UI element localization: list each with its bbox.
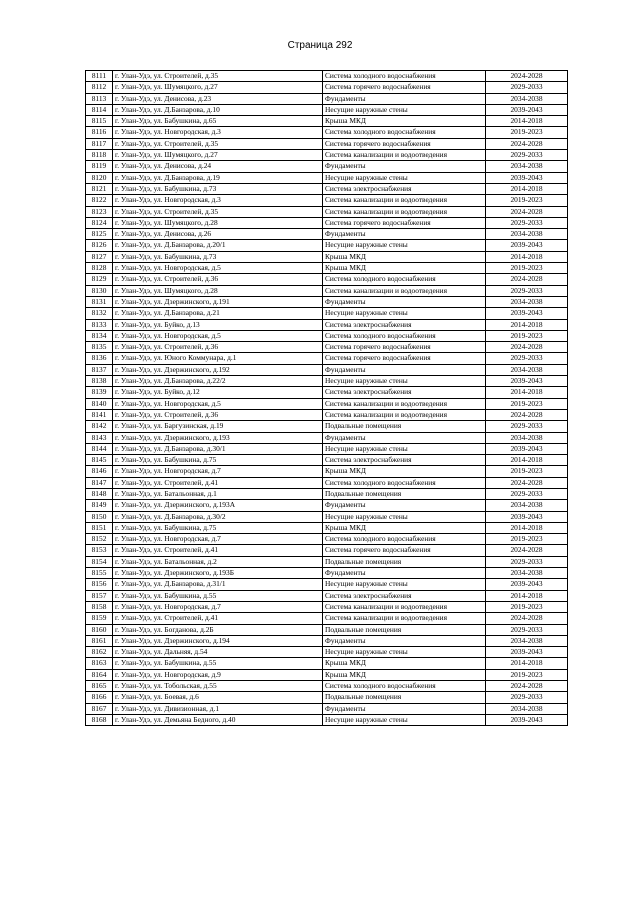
row-number: 8120 (86, 172, 113, 183)
system-cell: Крыша МКД (323, 522, 486, 533)
row-number: 8135 (86, 342, 113, 353)
period-cell: 2039-2043 (486, 308, 568, 319)
row-number: 8126 (86, 240, 113, 251)
address-cell: г. Улан-Удэ, ул. Демьяна Бедного, д.40 (113, 714, 323, 725)
table-row (86, 534, 568, 545)
period-cell: 2034-2038 (486, 635, 568, 646)
row-number: 8138 (86, 376, 113, 387)
table-row (86, 387, 568, 398)
address-cell: г. Улан-Удэ, ул. Строителей, д.35 (113, 71, 323, 82)
address-cell: г. Улан-Удэ, ул. Д.Банзарова, д.31/1 (113, 579, 323, 590)
row-number: 8117 (86, 138, 113, 149)
row-number: 8128 (86, 263, 113, 274)
table-row (86, 421, 568, 432)
period-cell: 2024-2028 (486, 545, 568, 556)
row-number: 8151 (86, 522, 113, 533)
address-cell: г. Улан-Удэ, ул. Буйко, д.12 (113, 387, 323, 398)
row-number: 8118 (86, 150, 113, 161)
address-cell: г. Улан-Удэ, ул. Строителей, д.41 (113, 545, 323, 556)
row-number: 8111 (86, 71, 113, 82)
period-cell: 2039-2043 (486, 104, 568, 115)
table-row (86, 398, 568, 409)
period-cell: 2014-2018 (486, 590, 568, 601)
address-cell: г. Улан-Удэ, ул. Тобольская, д.55 (113, 681, 323, 692)
period-cell: 2019-2023 (486, 669, 568, 680)
table-row (86, 590, 568, 601)
table-row (86, 296, 568, 307)
row-number: 8166 (86, 692, 113, 703)
system-cell: Фундаменты (323, 500, 486, 511)
address-cell: г. Улан-Удэ, ул. Д.Банзарова, д.20/1 (113, 240, 323, 251)
period-cell: 2019-2023 (486, 601, 568, 612)
address-cell: г. Улан-Удэ, ул. Новгородская, д.3 (113, 127, 323, 138)
row-number: 8130 (86, 285, 113, 296)
period-cell: 2014-2018 (486, 251, 568, 262)
address-cell: г. Улан-Удэ, ул. Строителей, д.35 (113, 206, 323, 217)
row-number: 8143 (86, 432, 113, 443)
table-row (86, 127, 568, 138)
system-cell: Система горячего водоснабжения (323, 138, 486, 149)
system-cell: Система горячего водоснабжения (323, 545, 486, 556)
table-row (86, 681, 568, 692)
row-number: 8127 (86, 251, 113, 262)
period-cell: 2014-2018 (486, 455, 568, 466)
address-cell: г. Улан-Удэ, ул. Строителей, д.36 (113, 274, 323, 285)
address-cell: г. Улан-Удэ, ул. Строителей, д.41 (113, 613, 323, 624)
system-cell: Система канализации и водоотведения (323, 195, 486, 206)
table-row (86, 624, 568, 635)
system-cell: Подвальные помещения (323, 692, 486, 703)
table-row (86, 229, 568, 240)
address-cell: г. Улан-Удэ, ул. Бабушкина, д.55 (113, 658, 323, 669)
address-cell: г. Улан-Удэ, ул. Дзержинского, д.193 (113, 432, 323, 443)
system-cell: Подвальные помещения (323, 488, 486, 499)
row-number: 8141 (86, 409, 113, 420)
table-row (86, 601, 568, 612)
row-number: 8122 (86, 195, 113, 206)
system-cell: Несущие наружные стены (323, 443, 486, 454)
period-cell: 2014-2018 (486, 522, 568, 533)
row-number: 8142 (86, 421, 113, 432)
table-row (86, 635, 568, 646)
row-number: 8132 (86, 308, 113, 319)
address-cell: г. Улан-Удэ, ул. Д.Банзарова, д.21 (113, 308, 323, 319)
row-number: 8165 (86, 681, 113, 692)
row-number: 8137 (86, 364, 113, 375)
period-cell: 2014-2018 (486, 387, 568, 398)
system-cell: Фундаменты (323, 229, 486, 240)
table-row (86, 274, 568, 285)
period-cell: 2039-2043 (486, 240, 568, 251)
row-number: 8124 (86, 217, 113, 228)
period-cell: 2034-2038 (486, 93, 568, 104)
system-cell: Система канализации и водоотведения (323, 285, 486, 296)
table-row (86, 568, 568, 579)
address-cell: г. Улан-Удэ, ул. Денисова, д.24 (113, 161, 323, 172)
row-number: 8114 (86, 104, 113, 115)
period-cell: 2029-2033 (486, 353, 568, 364)
row-number: 8133 (86, 319, 113, 330)
system-cell: Система канализации и водоотведения (323, 601, 486, 612)
address-cell: г. Улан-Удэ, ул. Шумяцкого, д.27 (113, 82, 323, 93)
period-cell: 2024-2028 (486, 681, 568, 692)
repair-schedule-table (85, 70, 568, 726)
system-cell: Система горячего водоснабжения (323, 217, 486, 228)
table-row (86, 195, 568, 206)
table-row (86, 658, 568, 669)
table-row (86, 263, 568, 274)
period-cell: 2039-2043 (486, 714, 568, 725)
system-cell: Система канализации и водоотведения (323, 150, 486, 161)
system-cell: Несущие наружные стены (323, 376, 486, 387)
address-cell: г. Улан-Удэ, ул. Новгородская, д.5 (113, 263, 323, 274)
address-cell: г. Улан-Удэ, ул. Д.Банзарова, д.30/1 (113, 443, 323, 454)
address-cell: г. Улан-Удэ, ул. Строителей, д.35 (113, 138, 323, 149)
address-cell: г. Улан-Удэ, ул. Строителей, д.36 (113, 342, 323, 353)
row-number: 8140 (86, 398, 113, 409)
period-cell: 2014-2018 (486, 116, 568, 127)
address-cell: г. Улан-Удэ, ул. Новгородская, д.7 (113, 601, 323, 612)
period-cell: 2019-2023 (486, 466, 568, 477)
system-cell: Несущие наружные стены (323, 579, 486, 590)
address-cell: г. Улан-Удэ, ул. Шумяцкого, д.27 (113, 150, 323, 161)
address-cell: г. Улан-Удэ, ул. Бабушкина, д.65 (113, 116, 323, 127)
address-cell: г. Улан-Удэ, ул. Д.Банзарова, д.19 (113, 172, 323, 183)
table-row (86, 183, 568, 194)
table-row (86, 217, 568, 228)
system-cell: Несущие наружные стены (323, 714, 486, 725)
table-row (86, 703, 568, 714)
period-cell: 2029-2033 (486, 488, 568, 499)
row-number: 8159 (86, 613, 113, 624)
address-cell: г. Улан-Удэ, ул. Денисова, д.23 (113, 93, 323, 104)
period-cell: 2019-2023 (486, 398, 568, 409)
system-cell: Система холодного водоснабжения (323, 681, 486, 692)
row-number: 8150 (86, 511, 113, 522)
period-cell: 2039-2043 (486, 647, 568, 658)
period-cell: 2024-2028 (486, 138, 568, 149)
system-cell: Система горячего водоснабжения (323, 342, 486, 353)
period-cell: 2039-2043 (486, 579, 568, 590)
address-cell: г. Улан-Удэ, ул. Строителей, д.36 (113, 409, 323, 420)
period-cell: 2014-2018 (486, 183, 568, 194)
address-cell: г. Улан-Удэ, ул. Дзержинского, д.193А (113, 500, 323, 511)
system-cell: Система электроснабжения (323, 183, 486, 194)
system-cell: Система электроснабжения (323, 590, 486, 601)
period-cell: 2019-2023 (486, 263, 568, 274)
row-number: 8157 (86, 590, 113, 601)
address-cell: г. Улан-Удэ, ул. Новгородская, д.7 (113, 466, 323, 477)
period-cell: 2039-2043 (486, 511, 568, 522)
address-cell: г. Улан-Удэ, ул. Дзержинского, д.191 (113, 296, 323, 307)
period-cell: 2034-2038 (486, 364, 568, 375)
table-row (86, 150, 568, 161)
row-number: 8167 (86, 703, 113, 714)
system-cell: Несущие наружные стены (323, 647, 486, 658)
system-cell: Фундаменты (323, 432, 486, 443)
table-row (86, 285, 568, 296)
system-cell: Подвальные помещения (323, 556, 486, 567)
system-cell: Несущие наружные стены (323, 104, 486, 115)
system-cell: Несущие наружные стены (323, 511, 486, 522)
table-row (86, 138, 568, 149)
row-number: 8144 (86, 443, 113, 454)
table-row (86, 172, 568, 183)
row-number: 8112 (86, 82, 113, 93)
period-cell: 2024-2028 (486, 409, 568, 420)
system-cell: Система холодного водоснабжения (323, 330, 486, 341)
table-row (86, 161, 568, 172)
system-cell: Крыша МКД (323, 263, 486, 274)
system-cell: Система электроснабжения (323, 455, 486, 466)
page-header: Страница 292 (287, 40, 353, 51)
row-number: 8152 (86, 534, 113, 545)
table-row (86, 330, 568, 341)
period-cell: 2039-2043 (486, 443, 568, 454)
address-cell: г. Улан-Удэ, ул. Буйко, д.13 (113, 319, 323, 330)
period-cell: 2024-2028 (486, 342, 568, 353)
address-cell: г. Улан-Удэ, ул. Дзержинского, д.193Б (113, 568, 323, 579)
period-cell: 2024-2028 (486, 71, 568, 82)
table-row (86, 669, 568, 680)
address-cell: г. Улан-Удэ, ул. Денисова, д.26 (113, 229, 323, 240)
address-cell: г. Улан-Удэ, ул. Новгородская, д.5 (113, 330, 323, 341)
row-number: 8139 (86, 387, 113, 398)
system-cell: Система канализации и водоотведения (323, 398, 486, 409)
system-cell: Крыша МКД (323, 658, 486, 669)
address-cell: г. Улан-Удэ, ул. Дзержинского, д.192 (113, 364, 323, 375)
system-cell: Система горячего водоснабжения (323, 82, 486, 93)
system-cell: Система канализации и водоотведения (323, 206, 486, 217)
table-row (86, 443, 568, 454)
table-row (86, 455, 568, 466)
row-number: 8156 (86, 579, 113, 590)
table-row (86, 545, 568, 556)
address-cell: г. Улан-Удэ, ул. Новгородская, д.3 (113, 195, 323, 206)
period-cell: 2034-2038 (486, 161, 568, 172)
system-cell: Фундаменты (323, 703, 486, 714)
row-number: 8155 (86, 568, 113, 579)
period-cell: 2029-2033 (486, 421, 568, 432)
table-row (86, 364, 568, 375)
system-cell: Система горячего водоснабжения (323, 353, 486, 364)
address-cell: г. Улан-Удэ, ул. Баргузинская, д.19 (113, 421, 323, 432)
system-cell: Крыша МКД (323, 251, 486, 262)
address-cell: г. Улан-Удэ, ул. Батальонная, д.1 (113, 488, 323, 499)
system-cell: Подвальные помещения (323, 421, 486, 432)
table-row (86, 308, 568, 319)
row-number: 8145 (86, 455, 113, 466)
table-row (86, 116, 568, 127)
period-cell: 2019-2023 (486, 534, 568, 545)
period-cell: 2024-2028 (486, 274, 568, 285)
table-row (86, 206, 568, 217)
row-number: 8123 (86, 206, 113, 217)
table-row (86, 93, 568, 104)
address-cell: г. Улан-Удэ, ул. Дальняя, д.54 (113, 647, 323, 658)
address-cell: г. Улан-Удэ, ул. Шумяцкого, д.28 (113, 217, 323, 228)
row-number: 8125 (86, 229, 113, 240)
table-row (86, 104, 568, 115)
table-row (86, 251, 568, 262)
system-cell: Система холодного водоснабжения (323, 127, 486, 138)
table-row (86, 376, 568, 387)
period-cell: 2029-2033 (486, 285, 568, 296)
system-cell: Система холодного водоснабжения (323, 534, 486, 545)
row-number: 8161 (86, 635, 113, 646)
period-cell: 2034-2038 (486, 296, 568, 307)
period-cell: 2029-2033 (486, 624, 568, 635)
table-row (86, 353, 568, 364)
system-cell: Несущие наружные стены (323, 308, 486, 319)
period-cell: 2034-2038 (486, 500, 568, 511)
row-number: 8119 (86, 161, 113, 172)
row-number: 8146 (86, 466, 113, 477)
address-cell: г. Улан-Удэ, ул. Новгородская, д.7 (113, 534, 323, 545)
table-row (86, 613, 568, 624)
system-cell: Фундаменты (323, 635, 486, 646)
row-number: 8121 (86, 183, 113, 194)
address-cell: г. Улан-Удэ, ул. Бабушкина, д.73 (113, 183, 323, 194)
table-body (86, 71, 568, 726)
address-cell: г. Улан-Удэ, ул. Д.Банзарова, д.10 (113, 104, 323, 115)
table-row (86, 71, 568, 82)
system-cell: Несущие наружные стены (323, 172, 486, 183)
row-number: 8158 (86, 601, 113, 612)
row-number: 8115 (86, 116, 113, 127)
period-cell: 2024-2028 (486, 613, 568, 624)
address-cell: г. Улан-Удэ, ул. Строителей, д.41 (113, 477, 323, 488)
row-number: 8147 (86, 477, 113, 488)
system-cell: Подвальные помещения (323, 624, 486, 635)
period-cell: 2019-2023 (486, 330, 568, 341)
table-row (86, 82, 568, 93)
system-cell: Система холодного водоснабжения (323, 274, 486, 285)
system-cell: Крыша МКД (323, 116, 486, 127)
period-cell: 2024-2028 (486, 477, 568, 488)
address-cell: г. Улан-Удэ, ул. Бабушкина, д.75 (113, 522, 323, 533)
address-cell: г. Улан-Удэ, ул. Батальонная, д.2 (113, 556, 323, 567)
period-cell: 2034-2038 (486, 432, 568, 443)
table-row (86, 342, 568, 353)
period-cell: 2029-2033 (486, 217, 568, 228)
row-number: 8116 (86, 127, 113, 138)
address-cell: г. Улан-Удэ, ул. Дзержинского, д.194 (113, 635, 323, 646)
address-cell: г. Улан-Удэ, ул. Бабушкина, д.75 (113, 455, 323, 466)
system-cell: Система электроснабжения (323, 319, 486, 330)
row-number: 8163 (86, 658, 113, 669)
table-row (86, 556, 568, 567)
system-cell: Система электроснабжения (323, 387, 486, 398)
period-cell: 2034-2038 (486, 703, 568, 714)
table-row (86, 477, 568, 488)
system-cell: Система канализации и водоотведения (323, 409, 486, 420)
period-cell: 2014-2018 (486, 658, 568, 669)
system-cell: Крыша МКД (323, 669, 486, 680)
system-cell: Система холодного водоснабжения (323, 71, 486, 82)
address-cell: г. Улан-Удэ, ул. Юного Коммунара, д.1 (113, 353, 323, 364)
row-number: 8149 (86, 500, 113, 511)
period-cell: 2029-2033 (486, 692, 568, 703)
address-cell: г. Улан-Удэ, ул. Богданова, д.2Б (113, 624, 323, 635)
system-cell: Крыша МКД (323, 466, 486, 477)
address-cell: г. Улан-Удэ, ул. Бабушкина, д.73 (113, 251, 323, 262)
address-cell: г. Улан-Удэ, ул. Д.Банзарова, д.30/2 (113, 511, 323, 522)
row-number: 8136 (86, 353, 113, 364)
row-number: 8168 (86, 714, 113, 725)
table-row (86, 432, 568, 443)
period-cell: 2034-2038 (486, 229, 568, 240)
address-cell: г. Улан-Удэ, ул. Д.Банзарова, д.22/2 (113, 376, 323, 387)
address-cell: г. Улан-Удэ, ул. Новгородская, д.9 (113, 669, 323, 680)
system-cell: Несущие наружные стены (323, 240, 486, 251)
system-cell: Фундаменты (323, 364, 486, 375)
row-number: 8162 (86, 647, 113, 658)
row-number: 8113 (86, 93, 113, 104)
period-cell: 2019-2023 (486, 195, 568, 206)
address-cell: г. Улан-Удэ, ул. Шумяцкого, д.28 (113, 285, 323, 296)
address-cell: г. Улан-Удэ, ул. Бабушкина, д.55 (113, 590, 323, 601)
table-row (86, 647, 568, 658)
row-number: 8134 (86, 330, 113, 341)
period-cell: 2019-2023 (486, 127, 568, 138)
row-number: 8148 (86, 488, 113, 499)
address-cell: г. Улан-Удэ, ул. Боевая, д.6 (113, 692, 323, 703)
period-cell: 2024-2028 (486, 206, 568, 217)
period-cell: 2029-2033 (486, 82, 568, 93)
address-cell: г. Улан-Удэ, ул. Дивизионная, д.1 (113, 703, 323, 714)
address-cell: г. Улан-Удэ, ул. Новгородская, д.5 (113, 398, 323, 409)
table-row (86, 488, 568, 499)
period-cell: 2029-2033 (486, 556, 568, 567)
system-cell: Фундаменты (323, 93, 486, 104)
table-row (86, 240, 568, 251)
table-row (86, 500, 568, 511)
period-cell: 2014-2018 (486, 319, 568, 330)
system-cell: Система канализации и водоотведения (323, 613, 486, 624)
row-number: 8154 (86, 556, 113, 567)
period-cell: 2039-2043 (486, 376, 568, 387)
period-cell: 2034-2038 (486, 568, 568, 579)
period-cell: 2039-2043 (486, 172, 568, 183)
row-number: 8131 (86, 296, 113, 307)
table-row (86, 714, 568, 725)
row-number: 8164 (86, 669, 113, 680)
row-number: 8153 (86, 545, 113, 556)
table-row (86, 319, 568, 330)
table-row (86, 579, 568, 590)
table-row (86, 511, 568, 522)
row-number: 8160 (86, 624, 113, 635)
table-row (86, 466, 568, 477)
system-cell: Фундаменты (323, 161, 486, 172)
table-row (86, 522, 568, 533)
table-row (86, 692, 568, 703)
system-cell: Фундаменты (323, 568, 486, 579)
period-cell: 2029-2033 (486, 150, 568, 161)
system-cell: Система холодного водоснабжения (323, 477, 486, 488)
table-row (86, 409, 568, 420)
row-number: 8129 (86, 274, 113, 285)
system-cell: Фундаменты (323, 296, 486, 307)
